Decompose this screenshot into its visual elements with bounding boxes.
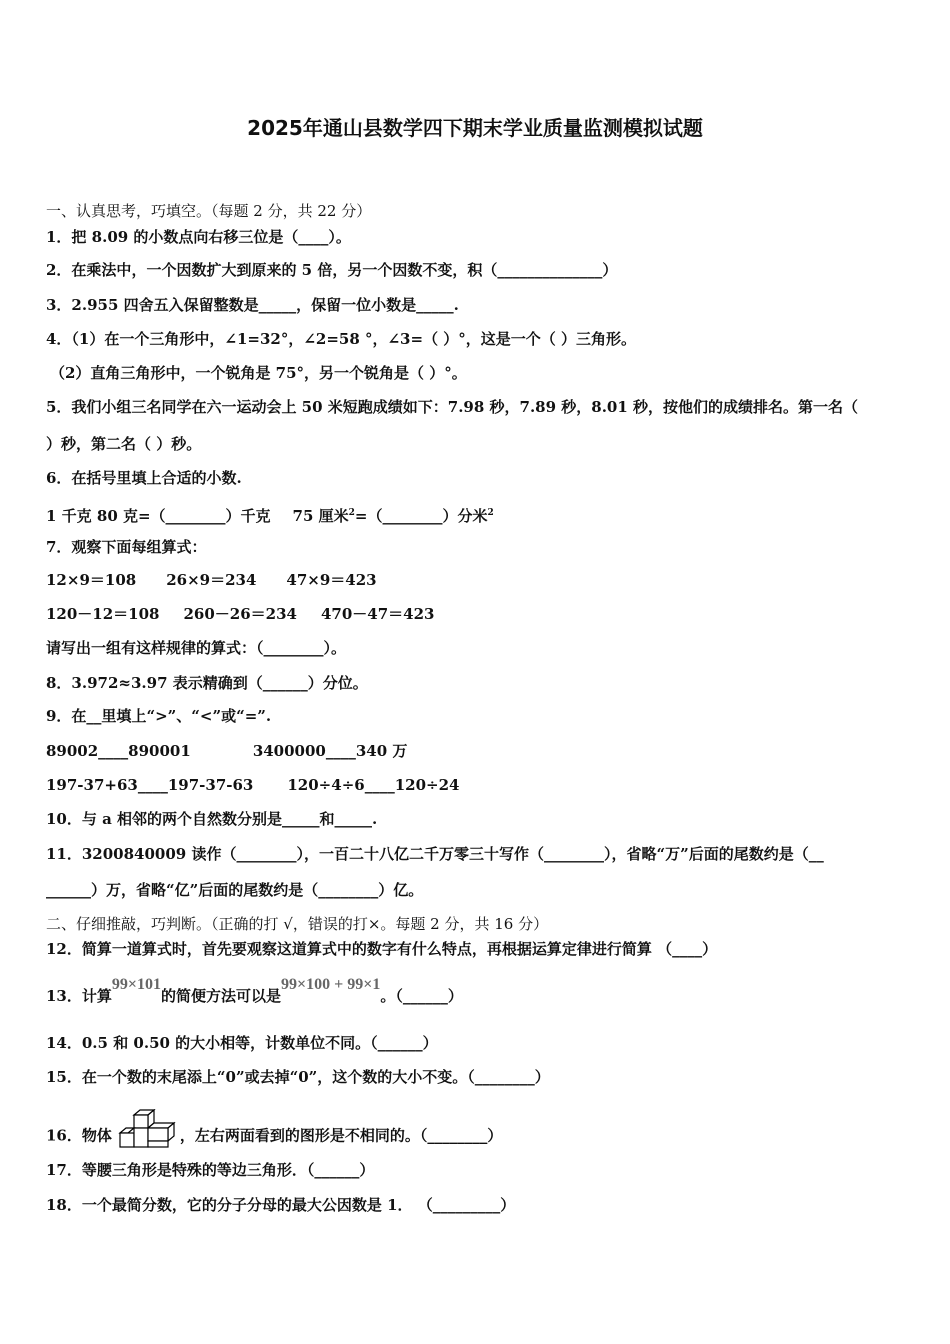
question-13-suffix: 。（______） (380, 987, 463, 1005)
equation: 26×9＝234 (166, 571, 257, 589)
superscript-2: 2 (487, 508, 494, 518)
question-16-prefix: 16．物体 (46, 1126, 112, 1145)
cube-stack-figure (114, 1109, 178, 1156)
comparison: 197-37+63____197-37-63 (46, 776, 254, 794)
section-1-header: 一、认真思考，巧填空。（每题 2 分，共 22 分） (46, 202, 372, 220)
question-10: 10．与 a 相邻的两个自然数分别是_____和_____. (46, 810, 378, 828)
math-expression-2: 99×100 + 99×1 (281, 976, 381, 993)
equation: 12×9＝108 (46, 571, 137, 589)
question-6-item-2: 75 厘米 (292, 507, 349, 525)
question-16 (46, 1113, 502, 1160)
question-6-item-1: 1 千克 80 克=（________）千克 (46, 507, 271, 525)
question-6-stem: 6．在括号里填上合适的小数. (46, 469, 242, 487)
question-13-prefix: 13．计算 (46, 987, 112, 1005)
question-11-line-1: 11．3200840009 读作（________），一百二十八亿二千万零三十写作（________），省略“万”后面的尾数约是（__ (46, 845, 824, 863)
question-2: 2．在乘法中，一个因数扩大到原来的 5 倍，另一个因数不变，积（______________） (46, 261, 618, 279)
equation: 470－47＝423 (321, 605, 435, 623)
question-8: 8．3.972≈3.97 表示精确到（______）分位。 (46, 674, 368, 692)
question-3: 3．2.955 四舍五入保留整数是_____，保留一位小数是_____. (46, 296, 459, 314)
section-2-header: 二、仔细推敲，巧判断。（正确的打 √，错误的打×。每题 2 分，共 16 分） (46, 915, 549, 933)
question-9-row-2 (46, 775, 459, 795)
question-13-middle: 的简便方法可以是 (161, 987, 282, 1005)
question-4-part-2: （2）直角三角形中，一个锐角是 75°，另一个锐角是（ ）°。 (50, 364, 467, 382)
question-14: 14．0.5 和 0.50 的大小相等，计数单位不同。（______） (46, 1034, 438, 1052)
page-title: 2025年通山县数学四下期末学业质量监测模拟试题 (247, 116, 703, 140)
question-1: 1．把 8.09 的小数点向右移三位是（____）。 (46, 228, 351, 246)
question-7-prompt: 请写出一组有这样规律的算式：（________）。 (46, 639, 347, 657)
question-16-suffix: ，左右两面看到的图形是不相同的。（________） (179, 1126, 503, 1145)
question-11-line-2: ______）万，省略“亿”后面的尾数约是（________）亿。 (46, 881, 424, 899)
question-7-row-1 (46, 570, 377, 590)
question-6-items (46, 503, 494, 526)
equation: 47×9＝423 (286, 571, 377, 589)
question-12: 12．简算一道算式时，首先要观察这道算式中的数字有什么特点，再根据运算定律进行简算 （____） (46, 940, 718, 958)
question-7-row-2 (46, 604, 435, 624)
comparison: 89002____890001 (46, 742, 191, 760)
question-9-stem: 9．在__里填上“>”、“<”或“=”. (46, 707, 272, 725)
superscript-2: 2 (348, 508, 355, 518)
comparison: 3400000____340 万 (252, 742, 408, 760)
question-4-part-1: 4．（1）在一个三角形中，∠1=32°，∠2=58 °，∠3=（ ）°，这是一个（ ）三角形。 (46, 330, 637, 348)
question-7-stem: 7．观察下面每组算式： (46, 538, 207, 556)
question-18: 18．一个最简分数，它的分子分母的最大公因数是 1． （_________） (46, 1196, 516, 1214)
math-expression-1: 99×101 (111, 976, 161, 993)
question-13 (46, 976, 463, 1007)
equation: 260－26＝234 (183, 605, 297, 623)
question-5-line-2: ）秒，第二名（ ）秒。 (46, 435, 202, 453)
equation: 120－12＝108 (46, 605, 160, 623)
question-5-line-1: 5．我们小组三名同学在六一运动会上 50 米短跑成绩如下：7.98 秒，7.89 秒，8.01 秒，按他们的成绩排名。第一名（ (46, 398, 859, 416)
question-15: 15．在一个数的末尾添上“0”或去掉“0”，这个数的大小不变。（________） (46, 1068, 550, 1086)
question-9-row-1 (46, 741, 407, 761)
question-17: 17．等腰三角形是特殊的等边三角形．（______） (46, 1161, 375, 1179)
comparison: 120÷4÷6____120÷24 (287, 776, 460, 794)
question-6-item-2-blank: =（________）分米 (354, 507, 488, 525)
